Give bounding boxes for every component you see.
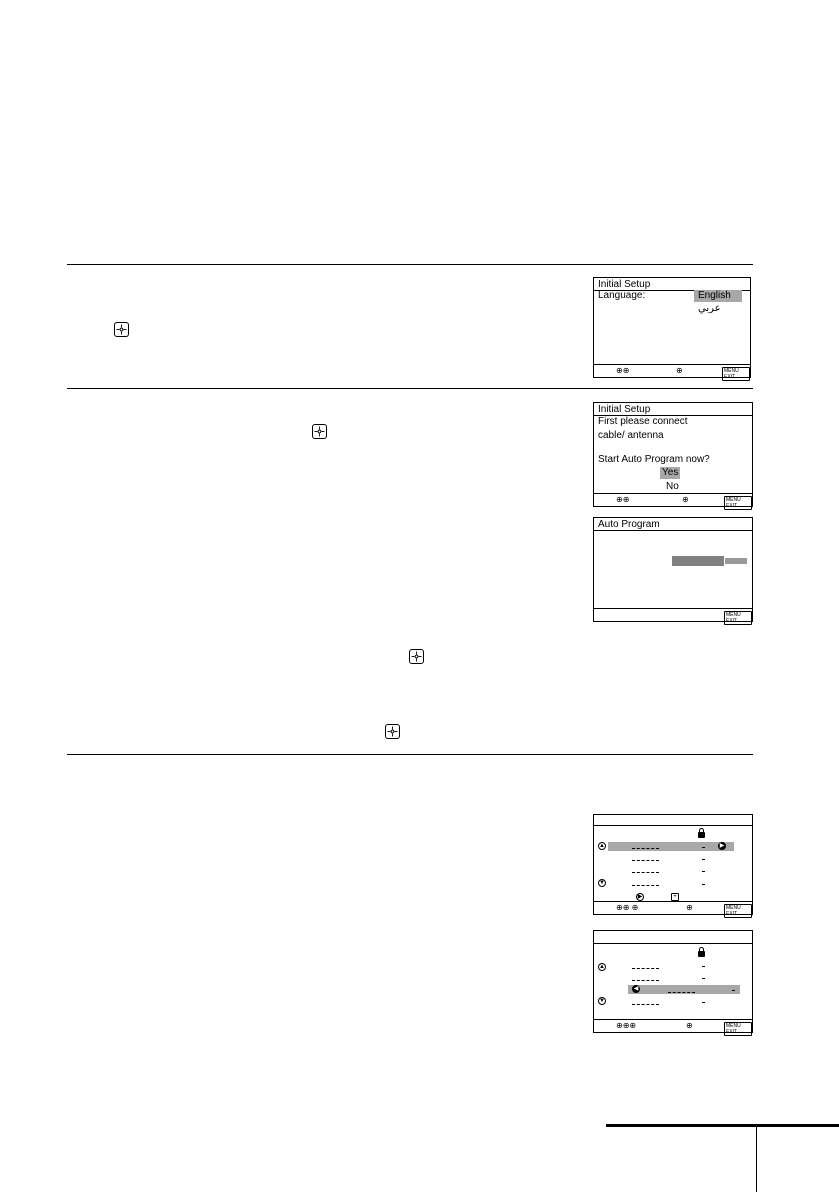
section-rule-3 xyxy=(67,754,753,755)
page-tab-rule xyxy=(606,1124,839,1127)
left-arrow-icon: ◀ xyxy=(633,986,639,992)
osd-footer xyxy=(594,1019,752,1035)
enter-icon: ⊕ xyxy=(676,366,683,375)
up-arrow-icon: ▲ xyxy=(599,843,605,849)
up-down-arrow-icon: ⊕⊕ xyxy=(616,495,630,504)
selected-row[interactable] xyxy=(608,842,734,851)
right-arrow-icon: ▶ xyxy=(637,894,643,900)
no-option[interactable]: No xyxy=(666,481,679,492)
osd-channel-list-1 xyxy=(593,814,753,915)
row-placeholder xyxy=(668,992,695,993)
osd-auto-program xyxy=(593,517,753,622)
osd-title: Initial Setup xyxy=(594,278,750,291)
lock-icon xyxy=(698,951,705,957)
yes-option[interactable]: Yes xyxy=(662,467,679,478)
row-placeholder xyxy=(632,848,659,849)
down-arrow-icon: ▼ xyxy=(599,998,605,1004)
row-dot xyxy=(702,847,705,848)
row-placeholder xyxy=(632,980,659,981)
osd-title: Initial Setup xyxy=(594,403,752,416)
menu-exit-tag: MENU EXIT xyxy=(722,367,750,381)
language-option-english[interactable]: English xyxy=(694,290,742,302)
enter-button-icon xyxy=(385,724,400,739)
page-tab-divider xyxy=(756,1126,757,1192)
enter-button-icon xyxy=(409,649,424,664)
osd-channel-list-2 xyxy=(593,930,753,1033)
row-placeholder xyxy=(632,968,659,969)
section-rule-2 xyxy=(67,388,753,389)
enter-button-icon xyxy=(114,322,129,337)
row-placeholder xyxy=(632,885,659,886)
up-down-arrow-icon: ⊕⊕⊕ xyxy=(616,1021,637,1030)
menu-exit-tag: MENU EXIT xyxy=(724,611,752,625)
up-arrow-icon: ▲ xyxy=(599,964,605,970)
row-placeholder xyxy=(632,1004,659,1005)
osd-footer xyxy=(594,901,752,917)
row-dot xyxy=(732,990,735,991)
osd-title xyxy=(594,931,752,944)
row-dot xyxy=(702,978,705,979)
up-down-arrow-icon: ⊕⊕ ⊕ xyxy=(616,903,639,912)
osd-initial-setup-connect xyxy=(593,402,753,507)
connect-line-2: cable/ antenna xyxy=(598,430,664,441)
lock-icon xyxy=(698,832,705,838)
language-option-arabic[interactable]: عربي xyxy=(698,303,721,314)
down-arrow-icon: ▼ xyxy=(599,880,605,886)
right-arrow-icon: ▶ xyxy=(719,843,725,849)
connect-line-1: First please connect xyxy=(598,416,688,427)
enter-button-icon xyxy=(312,424,327,439)
row-dot xyxy=(702,859,705,860)
enter-icon: ⊕ xyxy=(682,495,689,504)
row-dot xyxy=(702,884,705,885)
up-down-arrow-icon: ⊕⊕ xyxy=(616,366,630,375)
row-dot xyxy=(702,966,705,967)
language-label: Language: xyxy=(598,290,646,301)
menu-exit-tag: MENU EXIT xyxy=(724,904,752,918)
osd-footer xyxy=(594,608,752,624)
osd-title xyxy=(594,815,752,826)
row-dot xyxy=(702,1002,705,1003)
osd-footer xyxy=(594,493,752,509)
osd-initial-setup-language xyxy=(593,277,751,378)
enter-icon: ⊕ xyxy=(686,1021,693,1030)
row-placeholder xyxy=(632,860,659,861)
row-placeholder xyxy=(632,872,659,873)
menu-exit-tag: MENU EXIT xyxy=(724,496,752,510)
osd-footer xyxy=(594,364,750,380)
enter-icon: + xyxy=(671,893,679,901)
osd-title: Auto Program xyxy=(594,518,752,531)
menu-exit-tag: MENU EXIT xyxy=(724,1022,752,1036)
progress-bar xyxy=(672,556,748,566)
auto-program-question: Start Auto Program now? xyxy=(598,454,710,465)
section-rule-1 xyxy=(67,264,753,265)
row-dot xyxy=(702,871,705,872)
enter-icon: ⊕ xyxy=(686,903,693,912)
